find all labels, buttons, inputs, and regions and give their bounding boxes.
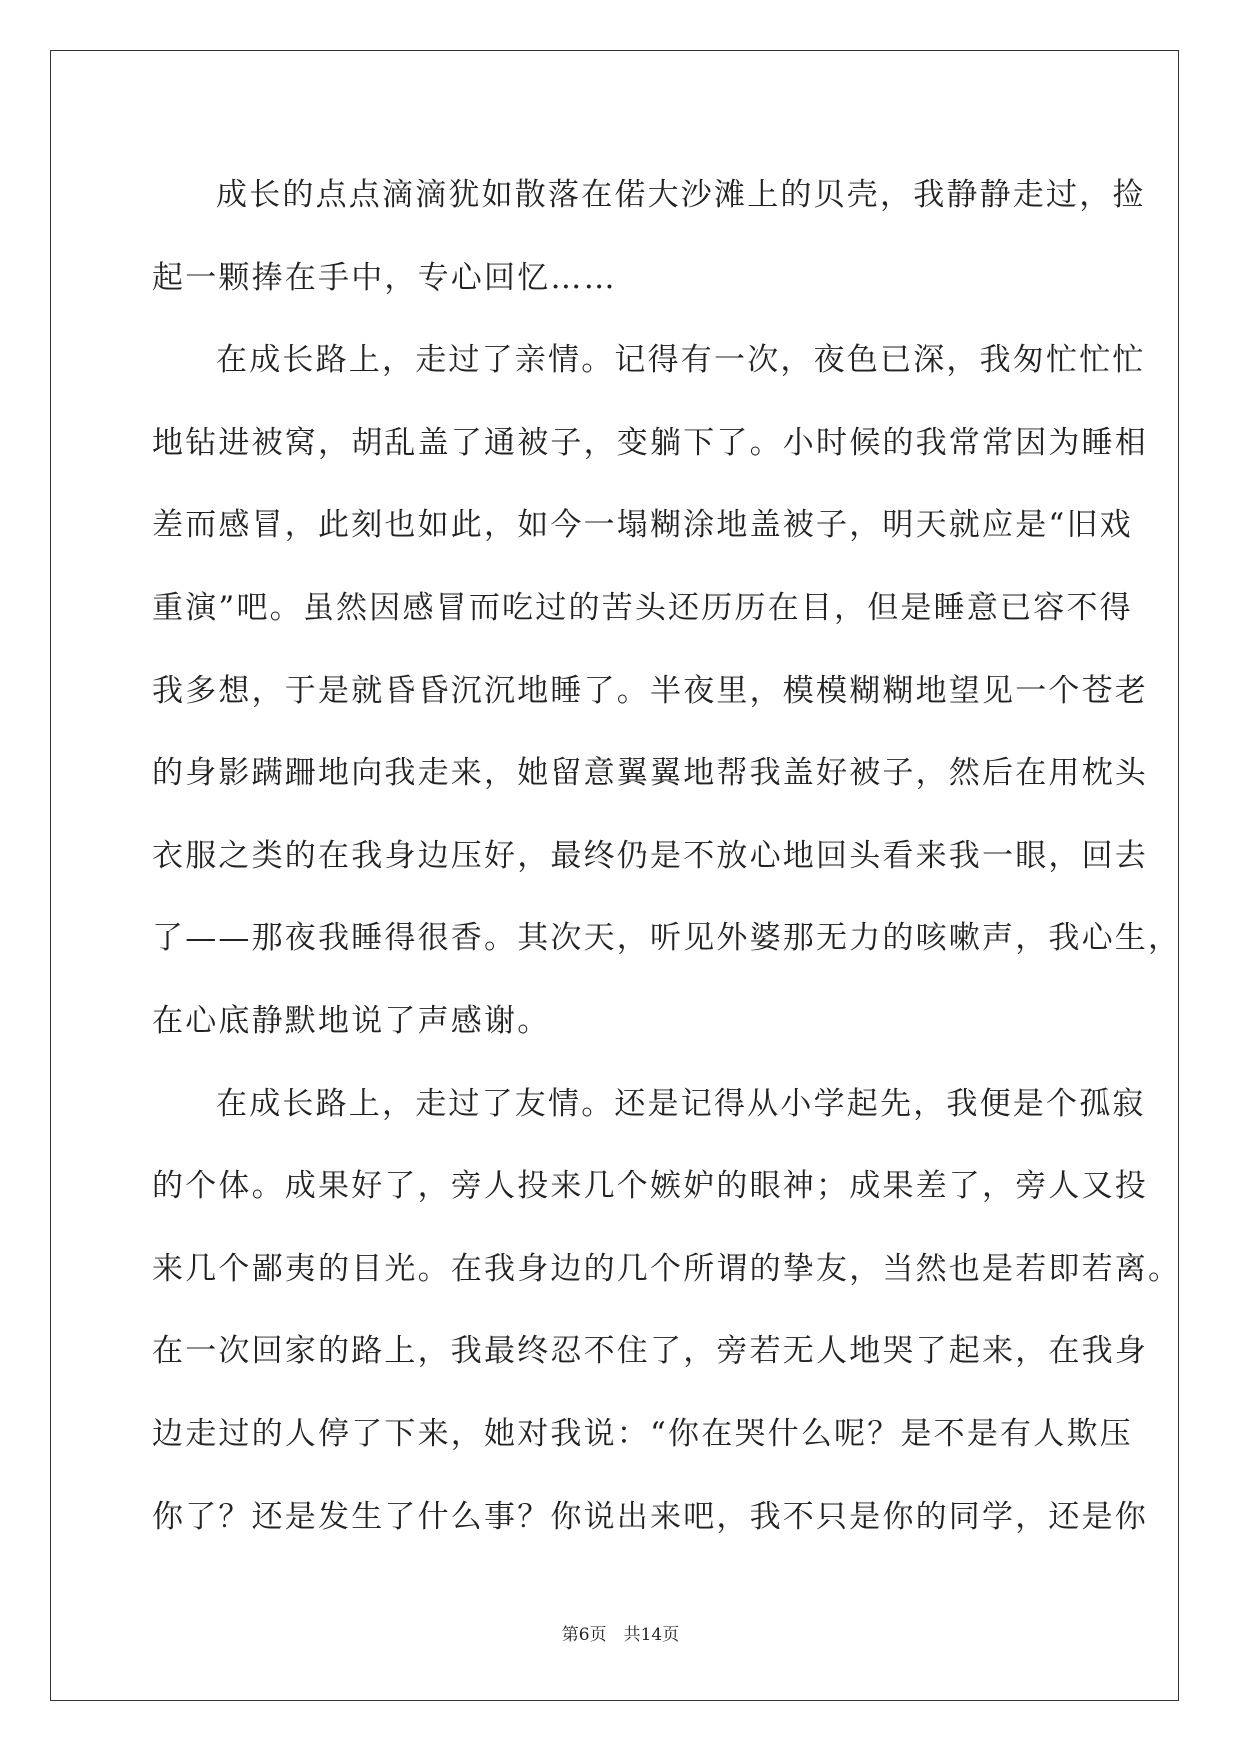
text-line: 衣服之类的在我身边压好，最终仍是不放心地回头看来我一眼，回去	[152, 837, 1148, 874]
text-line: 边走过的人停了下来，她对我说：“你在哭什么呢？是不是有人欺压	[152, 1415, 1133, 1452]
text-line: 在心底静默地说了声感谢。	[152, 1002, 551, 1039]
page-number-footer: 第6页 共14页	[561, 1625, 680, 1645]
text-line: 在一次回家的路上，我最终忍不住了，旁若无人地哭了起来，在我身	[152, 1333, 1148, 1370]
text-line: 我多想，于是就昏昏沉沉地睡了。半夜里，模模糊糊地望见一个苍老	[152, 672, 1148, 709]
text-line: 地钻进被窝，胡乱盖了通被子，变躺下了。小时候的我常常因为睡相	[152, 424, 1148, 461]
text-line: 在成长路上，走过了亲情。记得有一次，夜色已深，我匆忙忙忙	[216, 342, 1146, 379]
text-line: 差而感冒，此刻也如此，如今一塌糊涂地盖被子，明天就应是“旧戏	[152, 507, 1133, 544]
text-line: 在成长路上，走过了友情。还是记得从小学起先，我便是个孤寂	[216, 1085, 1146, 1122]
text-line: 了——那夜我睡得很香。其次天，听见外婆那无力的咳嗽声，我心生，	[152, 920, 1182, 957]
text-line: 的身影蹒跚地向我走来，她留意翼翼地帮我盖好被子，然后在用枕头	[152, 755, 1148, 792]
text-line: 的个体。成果好了，旁人投来几个嫉妒的眼神；成果差了，旁人又投	[152, 1168, 1148, 1205]
text-line: 你了？还是发生了什么事？你说出来吧，我不只是你的同学，还是你	[152, 1498, 1148, 1535]
text-line: 来几个鄙夷的目光。在我身边的几个所谓的挚友，当然也是若即若离。	[152, 1250, 1182, 1287]
text-line: 起一颗捧在手中，专心回忆……	[152, 259, 617, 296]
document-body	[152, 165, 1182, 1569]
text-line: 重演”吧。虽然因感冒而吃过的苦头还历历在目，但是睡意已容不得	[152, 589, 1133, 626]
text-line: 成长的点点滴滴犹如散落在偌大沙滩上的贝壳，我静静走过，捡	[216, 177, 1146, 213]
